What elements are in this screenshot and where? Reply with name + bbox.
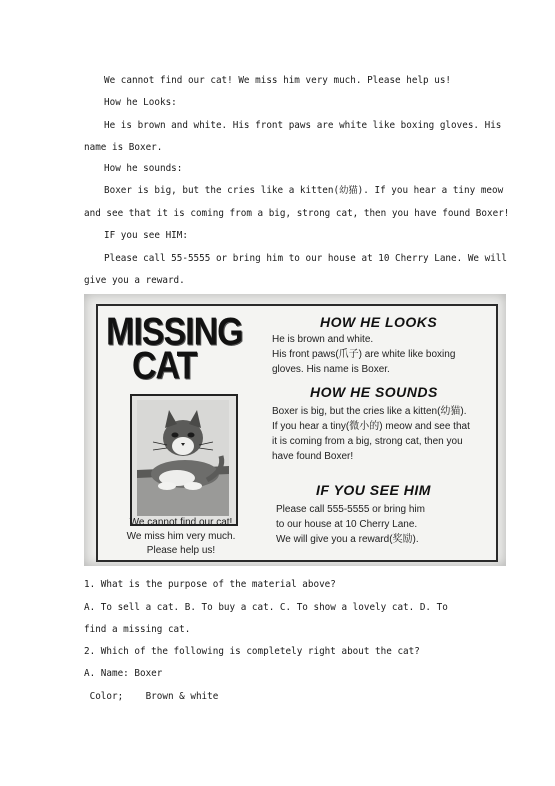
poster-caption xyxy=(110,516,252,558)
cat-illustration-icon xyxy=(137,400,229,516)
caption-line-3: Please help us! xyxy=(146,545,216,556)
caption-line-1: We cannot find our cat! xyxy=(129,517,233,528)
question-1: 1. What is the purpose of the material above? xyxy=(84,579,336,590)
passage-line-7: and see that it is coming from a big, strong cat, then you have found Boxer! xyxy=(84,208,510,219)
heading-if-you-see-him: IF YOU SEE HIM xyxy=(316,482,431,498)
passage-line-9: Please call 55-5555 or bring him to our house at 10 Cherry Lane. We will xyxy=(104,253,507,264)
question-2: 2. Which of the following is completely right about the cat? xyxy=(84,646,420,657)
cat-photo xyxy=(130,394,238,526)
passage-line-8: IF you see HIM: xyxy=(104,230,188,241)
question-1-options-continued: find a missing cat. xyxy=(84,624,191,635)
passage-line-5: How he sounds: xyxy=(104,163,183,174)
question-1-options: A. To sell a cat. B. To buy a cat. C. To show a lovely cat. D. To xyxy=(84,602,448,613)
question-2-option-a-name: A. Name: Boxer xyxy=(84,668,163,679)
passage-line-10: give you a reward. xyxy=(84,275,185,286)
poster-frame xyxy=(96,304,498,562)
passage-line-3: He is brown and white. His front paws are white like boxing gloves. His xyxy=(104,120,502,131)
looks-line-3: gloves. His name is Boxer. xyxy=(272,364,390,375)
poster-title-cat: CAT xyxy=(132,344,197,388)
poster-title-missing: MISSING xyxy=(106,310,243,354)
seehim-line-1: Please call 555-5555 or bring him xyxy=(276,504,425,515)
missing-cat-poster xyxy=(84,294,506,566)
looks-line-2: His front paws(爪子) are white like boxing xyxy=(272,349,456,360)
sounds-line-4: have found Boxer! xyxy=(272,451,354,462)
question-2-option-a-color: Color; Brown & white xyxy=(84,691,219,702)
sounds-line-3: it is coming from a big, strong cat, then you xyxy=(272,436,463,447)
passage-line-1: We cannot find our cat! We miss him very much. Please help us! xyxy=(104,75,452,86)
heading-how-he-sounds: HOW HE SOUNDS xyxy=(310,384,438,400)
passage-line-2: How he Looks: xyxy=(104,97,177,108)
heading-how-he-looks: HOW HE LOOKS xyxy=(320,314,438,330)
sounds-line-1: Boxer is big, but the cries like a kitten(幼猫). xyxy=(272,406,467,417)
looks-line-1: He is brown and white. xyxy=(272,334,374,345)
caption-line-2: We miss him very much. xyxy=(126,531,236,542)
seehim-line-3: We will give you a reward(奖励). xyxy=(276,534,419,545)
passage-line-4: name is Boxer. xyxy=(84,142,163,153)
sounds-line-2: If you hear a tiny(微小的) meow and see that xyxy=(272,421,470,432)
passage-line-6: Boxer is big, but the cries like a kitten(幼猫). If you hear a tiny meow xyxy=(104,185,504,196)
seehim-line-2: to our house at 10 Cherry Lane. xyxy=(276,519,418,530)
